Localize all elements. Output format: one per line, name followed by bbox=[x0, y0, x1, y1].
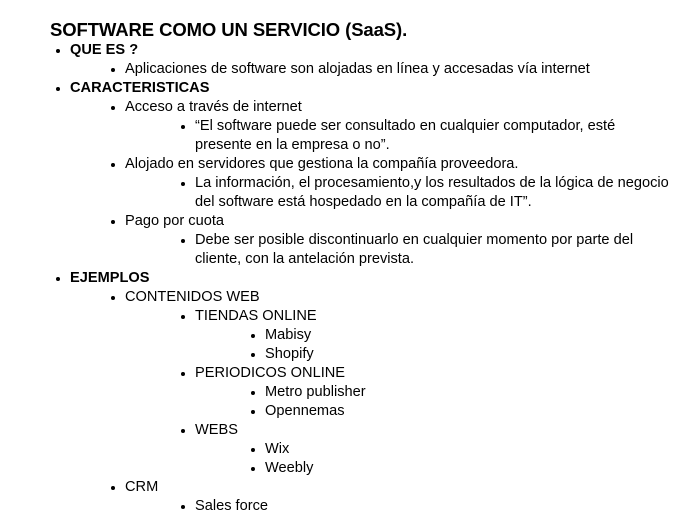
list-item: Shopify bbox=[230, 345, 670, 364]
list-item: Wix bbox=[230, 440, 670, 459]
list-item: Sales force bbox=[160, 497, 670, 516]
list-item: “El software puede ser consultado en cualquier computador, esté presente en la empresa o no”. bbox=[160, 117, 670, 155]
list-item: Opennemas bbox=[230, 402, 670, 421]
list-item: Metro publisher bbox=[230, 383, 670, 402]
section-caracteristicas bbox=[50, 79, 670, 269]
list-item: Weebly bbox=[230, 459, 670, 478]
periodicos-list bbox=[230, 383, 670, 421]
list-item-webs: WEBS Wix Weebly bbox=[160, 421, 670, 478]
webs-list bbox=[230, 440, 670, 478]
sub-list bbox=[160, 117, 670, 155]
section-que-es-label: QUE ES ? bbox=[70, 42, 139, 58]
section-caracteristicas-label: CARACTERISTICAS bbox=[70, 80, 210, 96]
section-ejemplos bbox=[50, 269, 670, 516]
list-item: Pago por cuota Debe ser posible discontinuarlo en cualquier momento por parte del cliente, con la antelación prevista. bbox=[90, 212, 670, 269]
list-item-tiendas-online: TIENDAS ONLINE Mabisy Shopify bbox=[160, 307, 670, 364]
section-que-es bbox=[50, 41, 670, 79]
que-es-list bbox=[90, 60, 670, 79]
document-body bbox=[50, 19, 670, 516]
section-ejemplos-label: EJEMPLOS bbox=[70, 270, 150, 286]
caracteristicas-list bbox=[90, 98, 670, 269]
list-item: Debe ser posible discontinuarlo en cualquier momento por parte del cliente, con la antelación prevista. bbox=[160, 231, 670, 269]
page-title: SOFTWARE COMO UN SERVICIO (SaaS). bbox=[50, 19, 408, 40]
tiendas-list bbox=[230, 326, 670, 364]
list-item: Alojado en servidores que gestiona la compañía proveedora. La información, el procesamiento,y los resultados de la lógica de negocio del software está hospedado en la compañía de IT”. bbox=[90, 155, 670, 212]
sub-list bbox=[160, 231, 670, 269]
list-item-contenidos-web: CONTENIDOS WEB TIENDAS ONLINE Mabisy Shopify PERIODICOS ONLINE Metro publisher Opennemas WEBS Wix Weebly bbox=[90, 288, 670, 478]
contenidos-web-list bbox=[160, 307, 670, 478]
list-item-crm: CRM Sales force bbox=[90, 478, 670, 516]
ejemplos-list bbox=[90, 288, 670, 516]
sub-list bbox=[160, 174, 670, 212]
list-item: La información, el procesamiento,y los resultados de la lógica de negocio del software está hospedado en la compañía de IT”. bbox=[160, 174, 670, 212]
list-item: Aplicaciones de software son alojadas en línea y accesadas vía internet bbox=[90, 60, 670, 79]
crm-list bbox=[160, 497, 670, 516]
list-item: Acceso a través de internet “El software puede ser consultado en cualquier computador, esté presente en la empresa o no”. bbox=[90, 98, 670, 155]
main-outline bbox=[50, 41, 670, 516]
list-item-periodicos-online: PERIODICOS ONLINE Metro publisher Opennemas bbox=[160, 364, 670, 421]
list-item: Mabisy bbox=[230, 326, 670, 345]
